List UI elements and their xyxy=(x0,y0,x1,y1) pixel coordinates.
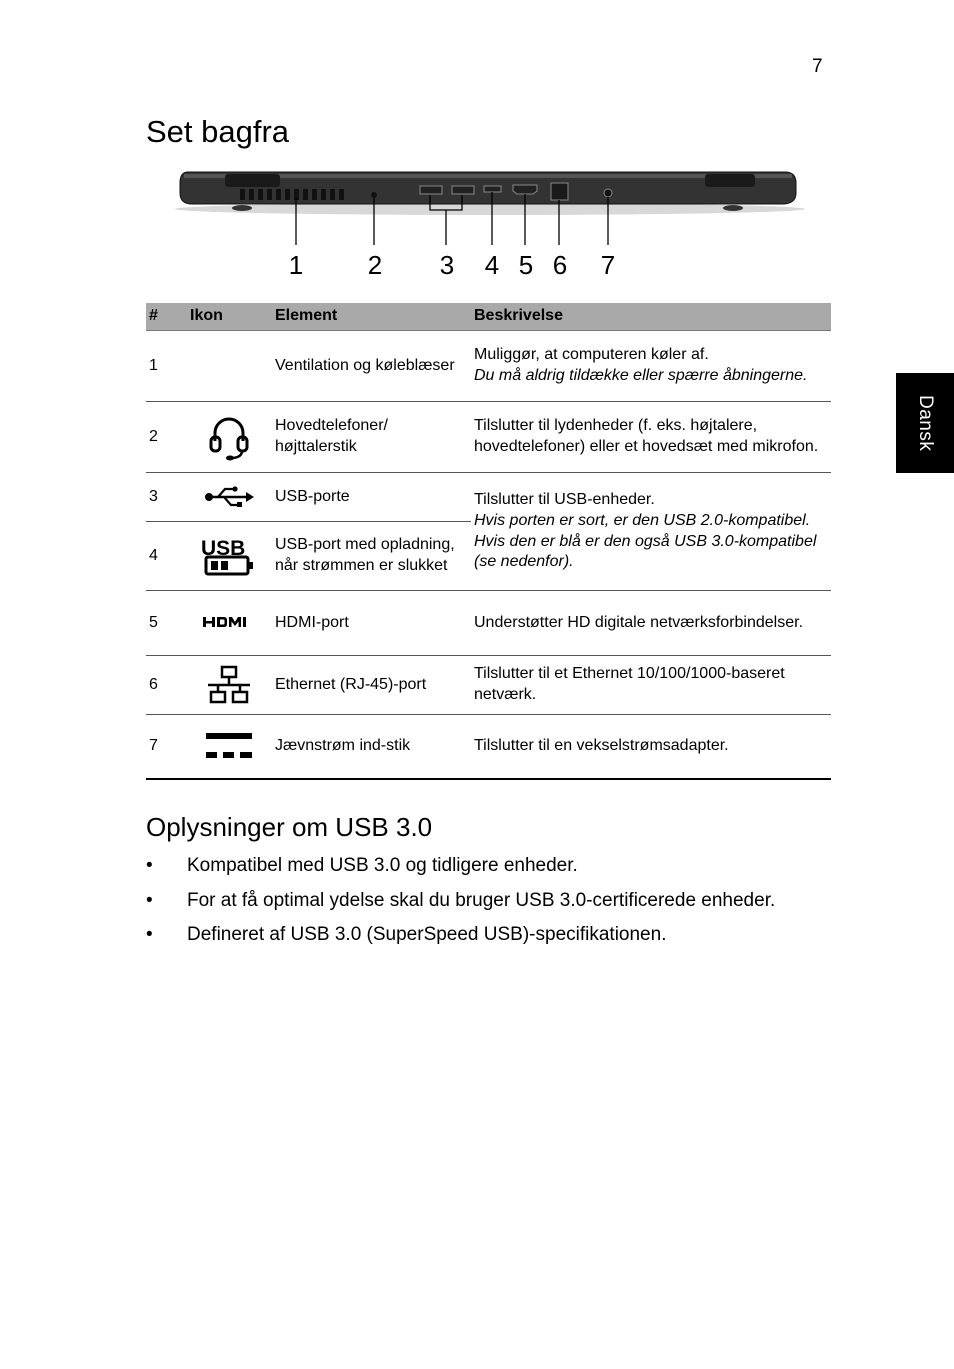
row-number: 1 xyxy=(146,331,187,402)
hdmi-icon xyxy=(203,615,255,629)
bullet-marker: • xyxy=(146,889,153,911)
usb-section-title: Oplysninger om USB 3.0 xyxy=(146,812,433,842)
row-number: 4 xyxy=(146,522,187,591)
row-icon xyxy=(187,656,272,715)
table-row xyxy=(146,656,831,715)
list-item xyxy=(146,924,846,959)
description-note: Hvis porten er sort, er den USB 2.0-kompatibel. Hvis den er blå er den også USB 3.0-kompatibel (se nedenfor). xyxy=(474,511,817,571)
row-icon xyxy=(187,591,272,656)
row-description xyxy=(471,715,831,779)
list-item xyxy=(146,890,846,925)
svg-text:USB: USB xyxy=(201,537,246,560)
row-number: 2 xyxy=(146,402,187,473)
row-description xyxy=(471,591,831,656)
dc-in-icon xyxy=(205,731,253,761)
row-element: Jævnstrøm ind-stik xyxy=(272,715,471,779)
description-text: Tilslutter til lydenheder (f. eks. højtalere, hovedtelefoner) eller et hovedsæt med mikrofon. xyxy=(474,417,819,455)
callout-2: 2 xyxy=(367,250,383,280)
bullet-marker: • xyxy=(146,855,153,876)
row-icon-empty xyxy=(187,331,272,402)
description-text: Tilslutter til en vekselstrømsadapter. xyxy=(474,736,729,754)
table-row xyxy=(146,715,831,779)
list-item xyxy=(146,855,846,890)
usb-charge-icon xyxy=(201,536,257,576)
callout-5: 5 xyxy=(518,250,534,280)
page-title: Set bagfra xyxy=(146,114,290,149)
row-icon xyxy=(187,402,272,473)
callout-7: 7 xyxy=(600,250,616,280)
row-icon xyxy=(187,522,272,591)
col-header-icon: Ikon xyxy=(187,303,272,331)
description-text: Understøtter HD digitale netværksforbindelser. xyxy=(474,613,804,631)
table-row xyxy=(146,591,831,656)
row-number: 7 xyxy=(146,715,187,779)
row-icon xyxy=(187,715,272,779)
bullet-text: For at få optimal ydelse skal du bruger USB 3.0-certificerede enheder. xyxy=(187,889,776,911)
description-text: Tilslutter til et Ethernet 10/100/1000-baseret netværk. xyxy=(474,665,785,703)
row-description xyxy=(471,656,831,715)
description-text: Muliggør, at computeren køler af. xyxy=(474,346,709,364)
row-element: Hovedtelefoner/ højttalerstik xyxy=(272,402,471,473)
table-row xyxy=(146,402,831,473)
callout-6: 6 xyxy=(552,250,568,280)
usb-bullet-list xyxy=(146,855,846,959)
row-icon xyxy=(187,473,272,522)
description-note: Du må aldrig tildække eller spærre åbningerne. xyxy=(474,367,808,384)
row-number: 3 xyxy=(146,473,187,522)
row-description xyxy=(471,473,831,591)
language-tab-label: Dansk xyxy=(915,394,936,452)
ports-table xyxy=(146,303,831,780)
row-element: Ethernet (RJ-45)-port xyxy=(272,656,471,715)
row-number: 6 xyxy=(146,656,187,715)
col-header-number: # xyxy=(146,303,187,331)
bullet-text: Defineret af USB 3.0 (SuperSpeed USB)-specifikationen. xyxy=(187,924,667,945)
table-row xyxy=(146,331,831,402)
row-element: USB-port med opladning, når strømmen er slukket xyxy=(272,522,471,591)
page-number: 7 xyxy=(812,56,823,77)
callout-4: 4 xyxy=(484,250,500,280)
bullet-marker: • xyxy=(146,924,153,945)
ethernet-icon xyxy=(206,665,252,705)
row-element: Ventilation og køleblæser xyxy=(272,331,471,402)
callout-1: 1 xyxy=(288,250,304,280)
col-header-element: Element xyxy=(272,303,471,331)
usb-icon xyxy=(204,486,254,508)
table-header-row xyxy=(146,303,831,331)
bullet-text: Kompatibel med USB 3.0 og tidligere enheder. xyxy=(187,855,578,876)
description-text: Tilslutter til USB-enheder. xyxy=(474,490,655,508)
table-row xyxy=(146,473,831,522)
row-element: USB-porte xyxy=(272,473,471,522)
callout-3: 3 xyxy=(439,250,455,280)
language-tab xyxy=(896,373,954,473)
headset-icon xyxy=(209,413,249,461)
col-header-description: Beskrivelse xyxy=(471,303,831,331)
row-element: HDMI-port xyxy=(272,591,471,656)
row-description xyxy=(471,331,831,402)
row-number: 5 xyxy=(146,591,187,656)
row-description xyxy=(471,402,831,473)
